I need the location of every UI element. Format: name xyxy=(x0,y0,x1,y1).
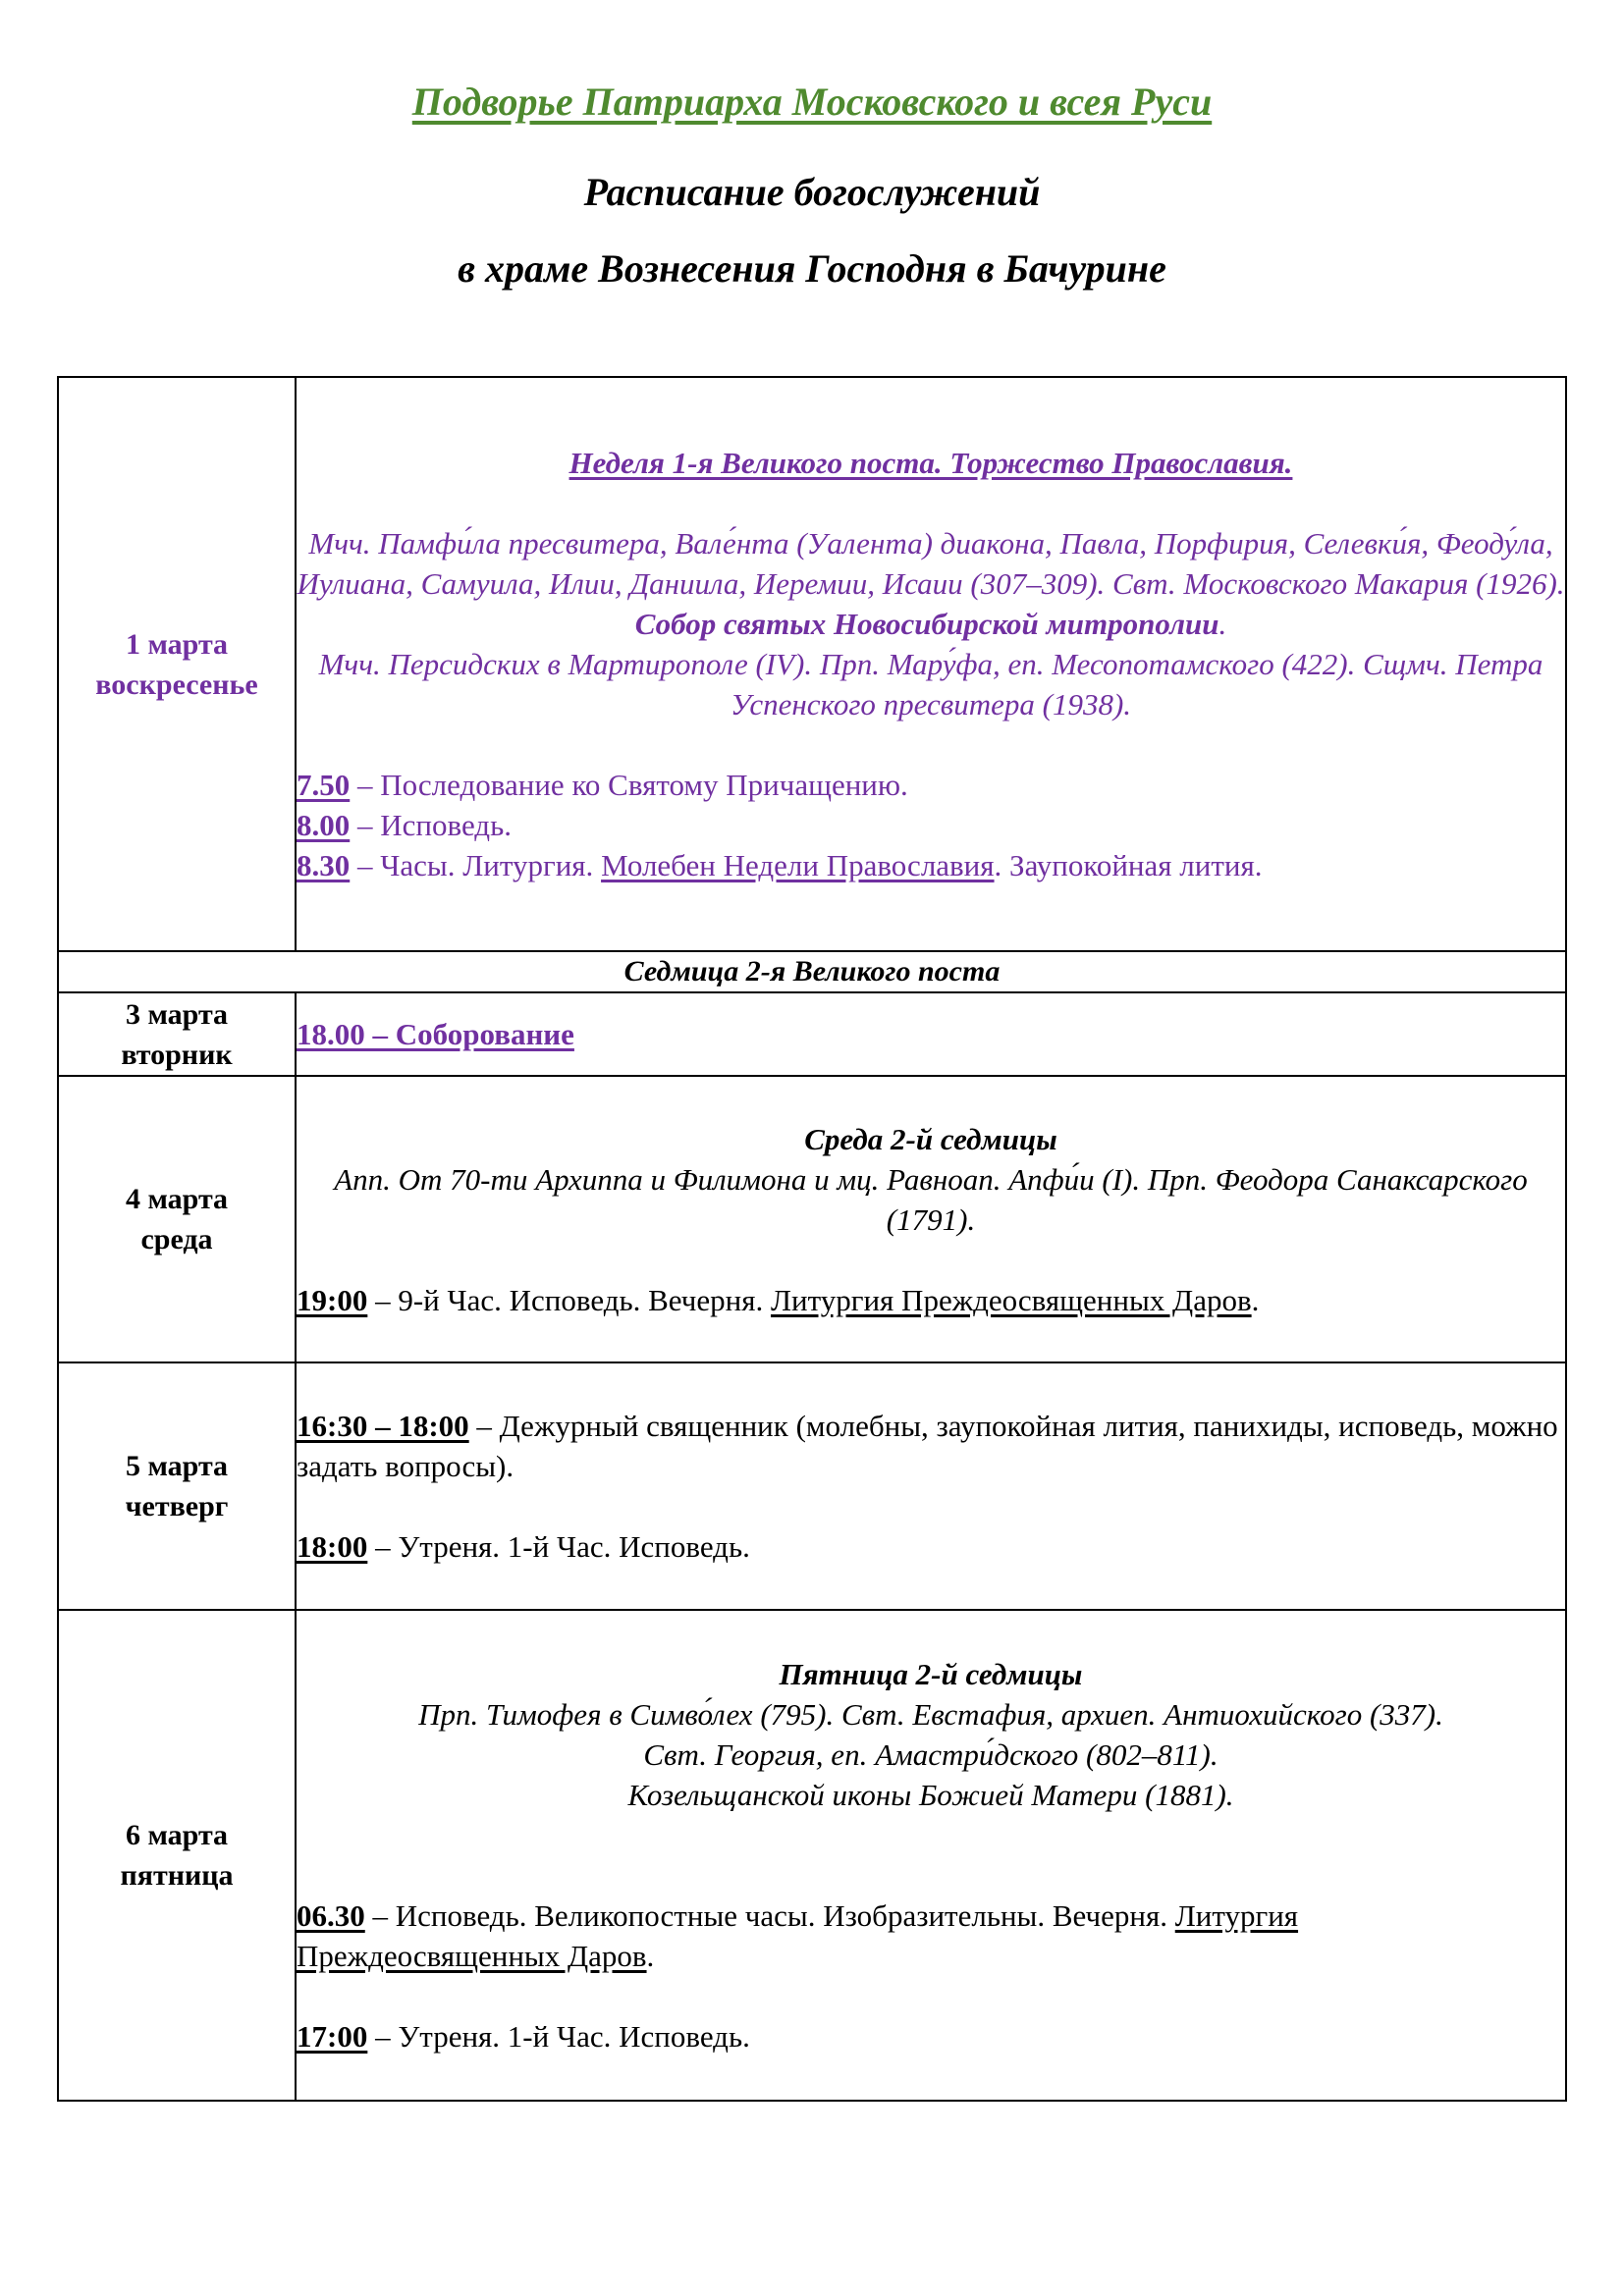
day-cell xyxy=(58,1610,296,2101)
service-time: 8.30 xyxy=(297,848,351,882)
page-subtitle: в храме Вознесения Господня в Бачурине xyxy=(458,246,1166,291)
service-line: 7.50 – Последование ко Святому Причащению. xyxy=(297,768,908,802)
services-cell xyxy=(296,1362,1566,1610)
day-cell xyxy=(58,377,296,951)
schedule-row-mar4 xyxy=(58,1076,1566,1362)
service-time: 7.50 xyxy=(297,768,351,802)
day-cell xyxy=(58,1076,296,1362)
feast-title: Среда 2-й седмицы xyxy=(804,1121,1057,1156)
moleben-link[interactable]: Молебен Недели Православия xyxy=(601,848,995,882)
saints-text-2: Мчч. Персидских в Мартирополе (IV). Прп. Мару́фа, еп. Месопотамского (422). Сщмч. Петра Успенского пресвитера (1938). xyxy=(318,647,1543,721)
services-cell xyxy=(296,377,1566,951)
service-line: 8.00 – Исповедь. xyxy=(297,808,512,842)
service-line: 16:30 – 18:00 – Дежурный священник (молебны, заупокойная лития, панихиды, исповедь, можно задать вопросы). xyxy=(297,1409,1558,1483)
saints-text: Мчч. Памфи́ла пресвитера, Вале́нта (Уалента) диакона, Павла, Порфирия, Селевки́я, Феоду́ла, Иулиана, Самуила, Илии, Даниила, Иеремии, Исаии (307–309). Свт. Московского Макария (1926). Собор святых Новосибирской митрополии. xyxy=(297,526,1565,641)
service-line: 8.30 – Часы. Литургия. Молебен Недели Православия. Заупокойная лития. xyxy=(297,848,1263,882)
week-header-row xyxy=(58,951,1566,992)
day-cell xyxy=(58,992,296,1076)
services-cell xyxy=(296,992,1566,1076)
day-weekday: четверг xyxy=(125,1490,229,1522)
saints-bold: Собор святых Новосибирской митрополии xyxy=(634,607,1219,641)
service-time: 19:00 xyxy=(297,1282,368,1317)
schedule-table xyxy=(57,376,1567,2102)
day-date: 1 марта xyxy=(125,627,229,661)
service-time: 06.30 xyxy=(297,1898,365,1933)
liturgy-link[interactable]: Литургия Преждеосвященных Даров xyxy=(297,1898,1299,1973)
saints-line: Прп. Тимофея в Симво́лех (795). Свт. Евстафия, архиеп. Антиохийского (337). xyxy=(418,1697,1443,1732)
feast-title: Пятница 2-й седмицы xyxy=(779,1657,1083,1691)
feast-title: Неделя 1-я Великого поста. Торжество Православия. xyxy=(568,446,1293,480)
day-weekday: пятница xyxy=(120,1859,234,1892)
day-weekday: среда xyxy=(140,1223,213,1255)
day-date: 6 марта xyxy=(125,1819,229,1851)
day-date: 3 марта xyxy=(125,997,229,1031)
saints-text: Апп. От 70-ти Архиппа и Филимона и мц. Равноап. Апфи́и (I). Прп. Феодора Санаксарского (1791). xyxy=(334,1161,1528,1237)
soborovanie-service: 18.00 – Соборование xyxy=(297,1017,574,1051)
organization-heading: Подворье Патриарха Московского и всея Руси xyxy=(411,80,1213,124)
schedule-row-mar1 xyxy=(58,377,1566,951)
service-line: 19:00 – 9-й Час. Исповедь. Вечерня. Литургия Преждеосвященных Даров. xyxy=(297,1282,1260,1317)
page-title: Расписание богослужений xyxy=(583,170,1041,214)
service-time: 8.00 xyxy=(297,808,351,842)
day-weekday: вторник xyxy=(121,1038,233,1071)
day-cell xyxy=(58,1362,296,1610)
day-weekday: воскресенье xyxy=(95,667,258,701)
services-cell xyxy=(296,1076,1566,1362)
services-cell xyxy=(296,1610,1566,2101)
service-line: 17:00 – Утреня. 1-й Час. Исповедь. xyxy=(297,2019,750,2054)
week-header: Седмица 2-я Великого поста xyxy=(58,951,1566,992)
service-line: 18:00 – Утреня. 1-й Час. Исповедь. xyxy=(297,1529,750,1564)
day-date: 5 марта xyxy=(125,1450,229,1482)
saints-line: Козельщанской иконы Божией Матери (1881). xyxy=(627,1778,1234,1812)
service-time: 18:00 xyxy=(297,1529,368,1564)
service-time: 17:00 xyxy=(297,2019,368,2054)
day-date: 4 марта xyxy=(125,1183,229,1215)
service-line: 06.30 – Исповедь. Великопостные часы. Изобразительны. Вечерня. Литургия Преждеосвященных Даров. xyxy=(297,1898,1299,1973)
schedule-row-mar3 xyxy=(58,992,1566,1076)
liturgy-link[interactable]: Литургия Преждеосвященных Даров xyxy=(770,1282,1252,1317)
schedule-row-mar6 xyxy=(58,1610,1566,2101)
service-time: 16:30 – 18:00 xyxy=(297,1409,469,1443)
schedule-row-mar5 xyxy=(58,1362,1566,1610)
saints-line: Свт. Георгия, еп. Амастри́дского (802–811). xyxy=(643,1737,1218,1772)
